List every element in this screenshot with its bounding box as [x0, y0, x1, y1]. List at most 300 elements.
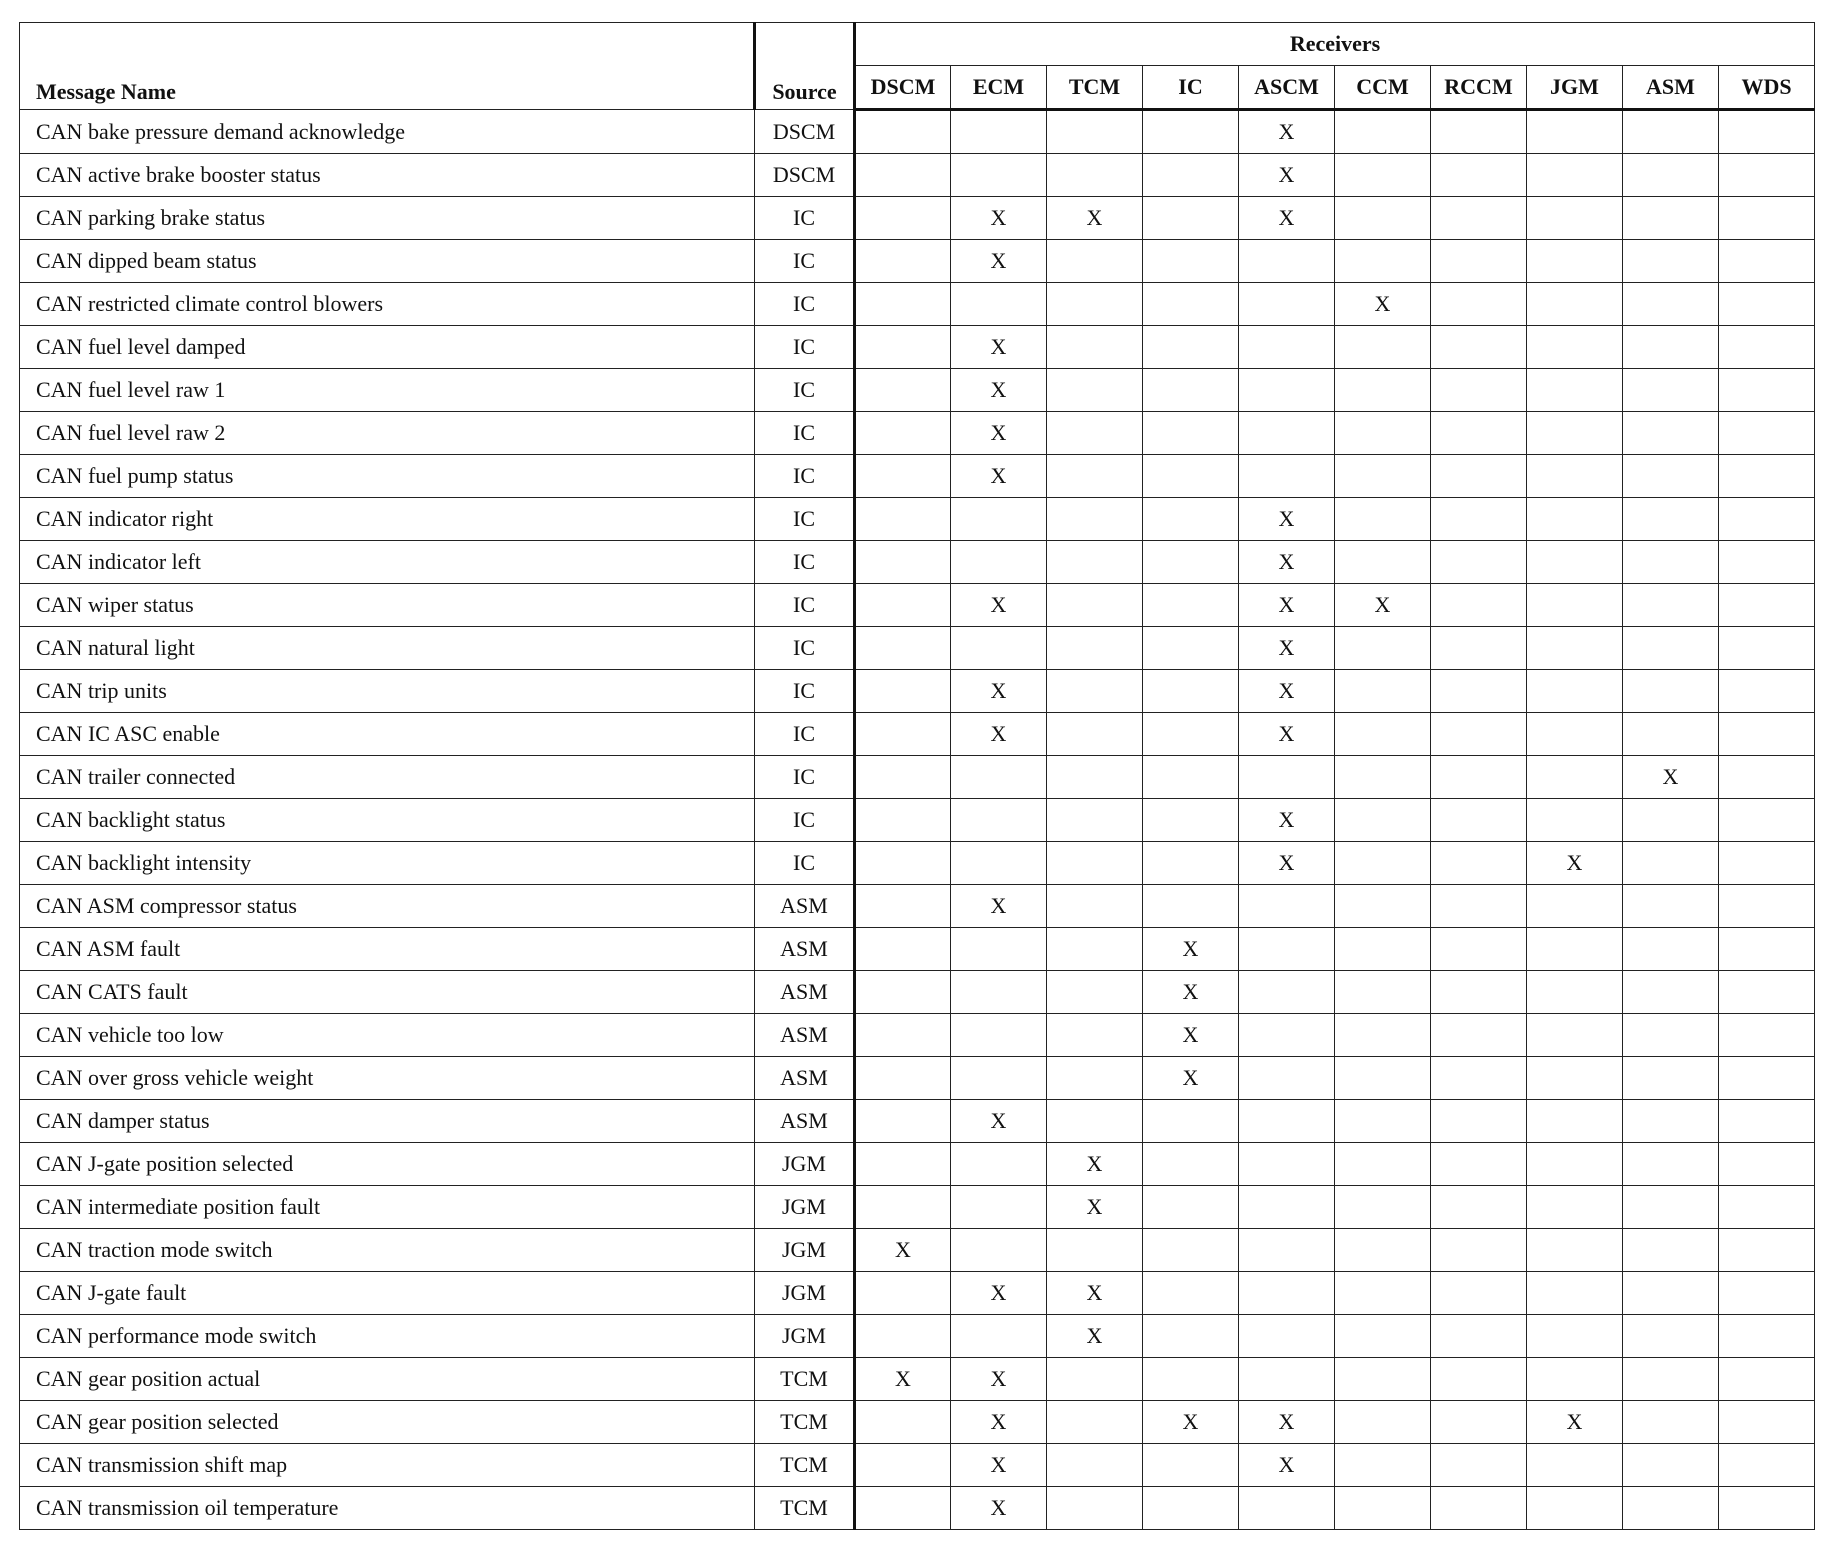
receiver-cell-jgm [1527, 799, 1623, 842]
message-name-cell: CAN backlight intensity [20, 842, 755, 885]
receiver-cell-tcm [1047, 283, 1143, 326]
receiver-cell-tcm [1047, 1444, 1143, 1487]
receiver-cell-tcm [1047, 756, 1143, 799]
receiver-cell-dscm [855, 1272, 951, 1315]
receiver-cell-ic [1143, 154, 1239, 197]
receiver-cell-ic [1143, 412, 1239, 455]
receiver-cell-tcm [1047, 799, 1143, 842]
receiver-cell-tcm [1047, 1358, 1143, 1401]
receiver-cell-jgm [1527, 1487, 1623, 1530]
receiver-cell-dscm [855, 713, 951, 756]
message-name-cell: CAN natural light [20, 627, 755, 670]
message-name-cell: CAN fuel pump status [20, 455, 755, 498]
receiver-cell-wds [1719, 1014, 1815, 1057]
receiver-cell-ccm [1335, 541, 1431, 584]
receiver-cell-ic [1143, 1315, 1239, 1358]
source-cell: IC [755, 584, 855, 627]
receiver-cell-tcm [1047, 326, 1143, 369]
receiver-cell-dscm [855, 369, 951, 412]
receiver-cell-rccm [1431, 1143, 1527, 1186]
receiver-cell-dscm [855, 110, 951, 154]
receiver-cell-ecm [951, 1186, 1047, 1229]
receiver-cell-tcm [1047, 885, 1143, 928]
receiver-header-asm: ASM [1623, 66, 1719, 110]
receiver-cell-ascm: X [1239, 1401, 1335, 1444]
receiver-cell-jgm [1527, 1186, 1623, 1229]
receiver-cell-ecm: X [951, 1401, 1047, 1444]
receiver-cell-rccm [1431, 498, 1527, 541]
source-cell: ASM [755, 1100, 855, 1143]
message-name-cell: CAN gear position selected [20, 1401, 755, 1444]
receiver-cell-ascm: X [1239, 713, 1335, 756]
receiver-cell-wds [1719, 1487, 1815, 1530]
receiver-cell-ecm [951, 756, 1047, 799]
source-cell: TCM [755, 1358, 855, 1401]
receiver-cell-ccm [1335, 928, 1431, 971]
source-cell: IC [755, 799, 855, 842]
receiver-cell-ascm [1239, 240, 1335, 283]
receiver-cell-ic [1143, 885, 1239, 928]
receiver-cell-asm [1623, 1315, 1719, 1358]
message-name-cell: CAN trailer connected [20, 756, 755, 799]
receiver-cell-jgm [1527, 369, 1623, 412]
receiver-cell-asm [1623, 455, 1719, 498]
table-body [20, 110, 1815, 1530]
receiver-cell-wds [1719, 240, 1815, 283]
receiver-cell-wds [1719, 1401, 1815, 1444]
receiver-cell-dscm [855, 971, 951, 1014]
receiver-cell-ic [1143, 283, 1239, 326]
table-row [20, 110, 1815, 154]
receiver-cell-wds [1719, 412, 1815, 455]
receiver-cell-ascm [1239, 1272, 1335, 1315]
receiver-cell-ecm [951, 627, 1047, 670]
receiver-cell-ccm [1335, 1014, 1431, 1057]
receiver-cell-ecm: X [951, 412, 1047, 455]
receiver-cell-ecm: X [951, 1444, 1047, 1487]
receiver-cell-wds [1719, 713, 1815, 756]
receiver-cell-ecm: X [951, 670, 1047, 713]
receiver-cell-asm [1623, 971, 1719, 1014]
receiver-cell-ic: X [1143, 1014, 1239, 1057]
receiver-cell-tcm: X [1047, 1272, 1143, 1315]
receiver-cell-tcm [1047, 369, 1143, 412]
source-cell: TCM [755, 1487, 855, 1530]
receiver-header-wds: WDS [1719, 66, 1815, 110]
table-row [20, 541, 1815, 584]
receiver-cell-rccm [1431, 154, 1527, 197]
receiver-cell-jgm [1527, 1057, 1623, 1100]
receiver-cell-asm [1623, 1358, 1719, 1401]
receiver-cell-ic: X [1143, 971, 1239, 1014]
receiver-cell-tcm [1047, 842, 1143, 885]
receiver-cell-ccm [1335, 1057, 1431, 1100]
receiver-cell-ccm: X [1335, 584, 1431, 627]
receiver-cell-asm [1623, 369, 1719, 412]
receiver-cell-ascm: X [1239, 584, 1335, 627]
receiver-cell-ic [1143, 1229, 1239, 1272]
source-cell: IC [755, 541, 855, 584]
table-row [20, 1057, 1815, 1100]
source-cell: IC [755, 842, 855, 885]
receiver-cell-ascm [1239, 1057, 1335, 1100]
receiver-cell-dscm: X [855, 1229, 951, 1272]
source-cell: IC [755, 756, 855, 799]
receiver-cell-dscm [855, 283, 951, 326]
receiver-cell-ccm [1335, 1229, 1431, 1272]
receiver-cell-ecm: X [951, 885, 1047, 928]
receiver-cell-rccm [1431, 842, 1527, 885]
receiver-cell-jgm [1527, 713, 1623, 756]
receiver-cell-ccm [1335, 1143, 1431, 1186]
message-name-cell: CAN wiper status [20, 584, 755, 627]
receiver-cell-wds [1719, 1444, 1815, 1487]
receiver-cell-asm [1623, 1186, 1719, 1229]
receiver-cell-rccm [1431, 283, 1527, 326]
receiver-cell-dscm [855, 799, 951, 842]
source-cell: JGM [755, 1315, 855, 1358]
source-cell: IC [755, 326, 855, 369]
receiver-cell-tcm [1047, 455, 1143, 498]
receiver-cell-ecm [951, 154, 1047, 197]
receiver-cell-ccm [1335, 412, 1431, 455]
receiver-cell-ic [1143, 541, 1239, 584]
receiver-cell-asm [1623, 1057, 1719, 1100]
table-row [20, 1186, 1815, 1229]
receiver-cell-asm [1623, 928, 1719, 971]
receiver-cell-ccm [1335, 885, 1431, 928]
receiver-cell-ascm [1239, 1487, 1335, 1530]
receiver-cell-ecm: X [951, 1100, 1047, 1143]
table-row [20, 670, 1815, 713]
message-name-cell: CAN transmission shift map [20, 1444, 755, 1487]
receiver-cell-ccm [1335, 1358, 1431, 1401]
receiver-cell-tcm [1047, 584, 1143, 627]
receiver-cell-wds [1719, 498, 1815, 541]
receiver-cell-ascm [1239, 1014, 1335, 1057]
receiver-cell-ascm [1239, 326, 1335, 369]
receiver-cell-wds [1719, 842, 1815, 885]
source-header: Source [755, 23, 855, 110]
receiver-header-ccm: CCM [1335, 66, 1431, 110]
receiver-cell-jgm [1527, 584, 1623, 627]
message-name-cell: CAN ASM fault [20, 928, 755, 971]
receiver-cell-wds [1719, 1186, 1815, 1229]
receiver-cell-ic [1143, 1100, 1239, 1143]
receiver-cell-ascm [1239, 1229, 1335, 1272]
receiver-cell-ic [1143, 670, 1239, 713]
receiver-cell-ecm [951, 498, 1047, 541]
source-cell: IC [755, 412, 855, 455]
message-name-cell: CAN transmission oil temperature [20, 1487, 755, 1530]
receiver-cell-dscm [855, 1143, 951, 1186]
receiver-cell-jgm [1527, 1358, 1623, 1401]
receiver-cell-tcm [1047, 1057, 1143, 1100]
receiver-cell-jgm [1527, 541, 1623, 584]
receiver-cell-ascm [1239, 283, 1335, 326]
message-name-cell: CAN bake pressure demand acknowledge [20, 110, 755, 154]
table-row [20, 756, 1815, 799]
receiver-cell-ecm [951, 1229, 1047, 1272]
receiver-cell-rccm [1431, 1272, 1527, 1315]
receiver-cell-rccm [1431, 326, 1527, 369]
receiver-cell-tcm [1047, 1100, 1143, 1143]
table-row [20, 1315, 1815, 1358]
source-cell: DSCM [755, 110, 855, 154]
receiver-cell-asm [1623, 1100, 1719, 1143]
receiver-cell-tcm [1047, 971, 1143, 1014]
receiver-cell-ascm [1239, 756, 1335, 799]
table-row [20, 283, 1815, 326]
receiver-cell-ic [1143, 1272, 1239, 1315]
message-name-cell: CAN intermediate position fault [20, 1186, 755, 1229]
receiver-cell-asm [1623, 412, 1719, 455]
receiver-cell-rccm [1431, 1315, 1527, 1358]
receiver-cell-ic [1143, 197, 1239, 240]
receiver-cell-ic [1143, 584, 1239, 627]
table-row [20, 498, 1815, 541]
receiver-cell-ic [1143, 110, 1239, 154]
receiver-cell-asm [1623, 670, 1719, 713]
receiver-cell-dscm [855, 1014, 951, 1057]
receiver-cell-ecm [951, 928, 1047, 971]
receiver-cell-asm [1623, 1444, 1719, 1487]
receiver-cell-dscm [855, 1057, 951, 1100]
receiver-cell-tcm [1047, 1014, 1143, 1057]
receiver-cell-dscm [855, 541, 951, 584]
receiver-cell-rccm [1431, 928, 1527, 971]
receiver-cell-tcm [1047, 670, 1143, 713]
message-name-cell: CAN performance mode switch [20, 1315, 755, 1358]
receiver-cell-ecm: X [951, 1272, 1047, 1315]
source-cell: TCM [755, 1444, 855, 1487]
receiver-cell-wds [1719, 670, 1815, 713]
source-cell: JGM [755, 1186, 855, 1229]
receiver-cell-ecm [951, 842, 1047, 885]
receiver-cell-rccm [1431, 1186, 1527, 1229]
receiver-cell-dscm [855, 756, 951, 799]
table-row [20, 928, 1815, 971]
receiver-cell-ascm: X [1239, 154, 1335, 197]
table-row [20, 885, 1815, 928]
receiver-cell-wds [1719, 1315, 1815, 1358]
receiver-cell-asm [1623, 283, 1719, 326]
receiver-cell-wds [1719, 1272, 1815, 1315]
receiver-cell-dscm [855, 154, 951, 197]
receiver-cell-ccm [1335, 670, 1431, 713]
receiver-cell-ccm [1335, 498, 1431, 541]
source-cell: TCM [755, 1401, 855, 1444]
receiver-cell-dscm [855, 412, 951, 455]
receiver-cell-wds [1719, 756, 1815, 799]
table-row [20, 1401, 1815, 1444]
receiver-header-tcm: TCM [1047, 66, 1143, 110]
receiver-cell-tcm [1047, 154, 1143, 197]
receiver-cell-jgm [1527, 1229, 1623, 1272]
receiver-cell-tcm [1047, 240, 1143, 283]
receiver-cell-wds [1719, 110, 1815, 154]
receiver-cell-ccm [1335, 455, 1431, 498]
receiver-cell-dscm [855, 670, 951, 713]
receiver-header-ecm: ECM [951, 66, 1047, 110]
receiver-cell-wds [1719, 283, 1815, 326]
receiver-cell-ic [1143, 326, 1239, 369]
source-cell: IC [755, 627, 855, 670]
receiver-cell-ecm: X [951, 240, 1047, 283]
receiver-header-ascm: ASCM [1239, 66, 1335, 110]
receiver-cell-rccm [1431, 1100, 1527, 1143]
receiver-cell-wds [1719, 369, 1815, 412]
table-row [20, 1100, 1815, 1143]
receiver-cell-ccm [1335, 154, 1431, 197]
receiver-cell-ascm: X [1239, 498, 1335, 541]
receiver-cell-rccm [1431, 240, 1527, 283]
source-cell: ASM [755, 1014, 855, 1057]
receiver-cell-ccm [1335, 1444, 1431, 1487]
receiver-cell-ecm [951, 1143, 1047, 1186]
receiver-cell-tcm [1047, 541, 1143, 584]
receiver-cell-ic [1143, 1444, 1239, 1487]
receiver-cell-ascm: X [1239, 541, 1335, 584]
source-cell: IC [755, 197, 855, 240]
receiver-cell-ccm [1335, 1100, 1431, 1143]
table-row [20, 627, 1815, 670]
receiver-cell-ecm: X [951, 326, 1047, 369]
receiver-cell-tcm [1047, 627, 1143, 670]
table-row [20, 1229, 1815, 1272]
receiver-cell-rccm [1431, 799, 1527, 842]
source-cell: IC [755, 498, 855, 541]
receiver-cell-asm [1623, 1272, 1719, 1315]
receiver-cell-dscm [855, 326, 951, 369]
receiver-cell-ic [1143, 713, 1239, 756]
source-cell: ASM [755, 885, 855, 928]
message-name-cell: CAN damper status [20, 1100, 755, 1143]
receiver-cell-rccm [1431, 670, 1527, 713]
receiver-cell-ecm [951, 1315, 1047, 1358]
receiver-cell-tcm [1047, 412, 1143, 455]
receiver-cell-asm [1623, 584, 1719, 627]
receiver-cell-ccm [1335, 842, 1431, 885]
receiver-cell-rccm [1431, 1487, 1527, 1530]
receiver-cell-asm [1623, 1229, 1719, 1272]
source-cell: IC [755, 240, 855, 283]
receiver-cell-asm [1623, 240, 1719, 283]
receiver-cell-rccm [1431, 369, 1527, 412]
table-row [20, 799, 1815, 842]
receiver-cell-rccm [1431, 110, 1527, 154]
receiver-cell-ic [1143, 627, 1239, 670]
receiver-cell-ic [1143, 455, 1239, 498]
receiver-cell-wds [1719, 1100, 1815, 1143]
receiver-cell-asm [1623, 799, 1719, 842]
table-row [20, 713, 1815, 756]
receiver-cell-asm [1623, 885, 1719, 928]
receiver-cell-rccm [1431, 1358, 1527, 1401]
table-header [20, 23, 1815, 110]
receiver-cell-jgm [1527, 1143, 1623, 1186]
receiver-cell-ecm: X [951, 455, 1047, 498]
table-row [20, 197, 1815, 240]
receiver-header-dscm: DSCM [855, 66, 951, 110]
receiver-cell-wds [1719, 1358, 1815, 1401]
table-row [20, 584, 1815, 627]
receiver-cell-rccm [1431, 1229, 1527, 1272]
receiver-cell-asm [1623, 498, 1719, 541]
receiver-cell-ccm [1335, 799, 1431, 842]
receiver-cell-jgm [1527, 326, 1623, 369]
message-name-cell: CAN parking brake status [20, 197, 755, 240]
receiver-header-rccm: RCCM [1431, 66, 1527, 110]
receiver-cell-jgm [1527, 1014, 1623, 1057]
receiver-cell-wds [1719, 627, 1815, 670]
message-name-cell: CAN vehicle too low [20, 1014, 755, 1057]
receiver-cell-dscm [855, 928, 951, 971]
table-row [20, 1143, 1815, 1186]
receiver-cell-rccm [1431, 1057, 1527, 1100]
receiver-cell-asm [1623, 110, 1719, 154]
receiver-cell-asm [1623, 1143, 1719, 1186]
table-row [20, 1487, 1815, 1530]
receiver-cell-jgm [1527, 154, 1623, 197]
source-cell: JGM [755, 1272, 855, 1315]
receiver-cell-ic [1143, 1487, 1239, 1530]
source-cell: IC [755, 369, 855, 412]
receiver-cell-rccm [1431, 885, 1527, 928]
receiver-cell-jgm [1527, 240, 1623, 283]
source-cell: IC [755, 670, 855, 713]
message-name-cell: CAN fuel level damped [20, 326, 755, 369]
receiver-cell-dscm [855, 1401, 951, 1444]
receiver-cell-ascm [1239, 928, 1335, 971]
receiver-cell-rccm [1431, 627, 1527, 670]
receiver-cell-ecm [951, 541, 1047, 584]
receiver-cell-wds [1719, 885, 1815, 928]
receiver-cell-ascm: X [1239, 110, 1335, 154]
receiver-cell-ascm [1239, 369, 1335, 412]
receiver-cell-jgm [1527, 412, 1623, 455]
receiver-cell-ascm [1239, 885, 1335, 928]
receiver-cell-dscm [855, 1100, 951, 1143]
table-row [20, 369, 1815, 412]
receiver-cell-ic: X [1143, 928, 1239, 971]
receiver-cell-ecm: X [951, 584, 1047, 627]
receiver-cell-ecm: X [951, 197, 1047, 240]
message-name-cell: CAN indicator left [20, 541, 755, 584]
receiver-cell-dscm [855, 1186, 951, 1229]
receiver-cell-jgm [1527, 197, 1623, 240]
receiver-cell-ccm [1335, 1487, 1431, 1530]
receiver-cell-wds [1719, 1143, 1815, 1186]
receiver-cell-jgm [1527, 670, 1623, 713]
message-name-cell: CAN fuel level raw 1 [20, 369, 755, 412]
table-row [20, 240, 1815, 283]
source-cell: ASM [755, 971, 855, 1014]
receiver-cell-ascm: X [1239, 197, 1335, 240]
receiver-cell-ccm: X [1335, 283, 1431, 326]
receiver-cell-ccm [1335, 240, 1431, 283]
can-message-table [19, 22, 1815, 1530]
header-row-group [20, 23, 1815, 66]
receiver-cell-ecm [951, 1014, 1047, 1057]
receiver-cell-ic: X [1143, 1401, 1239, 1444]
receiver-cell-asm [1623, 627, 1719, 670]
receiver-cell-rccm [1431, 1444, 1527, 1487]
receiver-cell-jgm: X [1527, 842, 1623, 885]
receivers-header: Receivers [855, 23, 1815, 66]
receiver-cell-tcm [1047, 928, 1143, 971]
receiver-cell-tcm [1047, 110, 1143, 154]
